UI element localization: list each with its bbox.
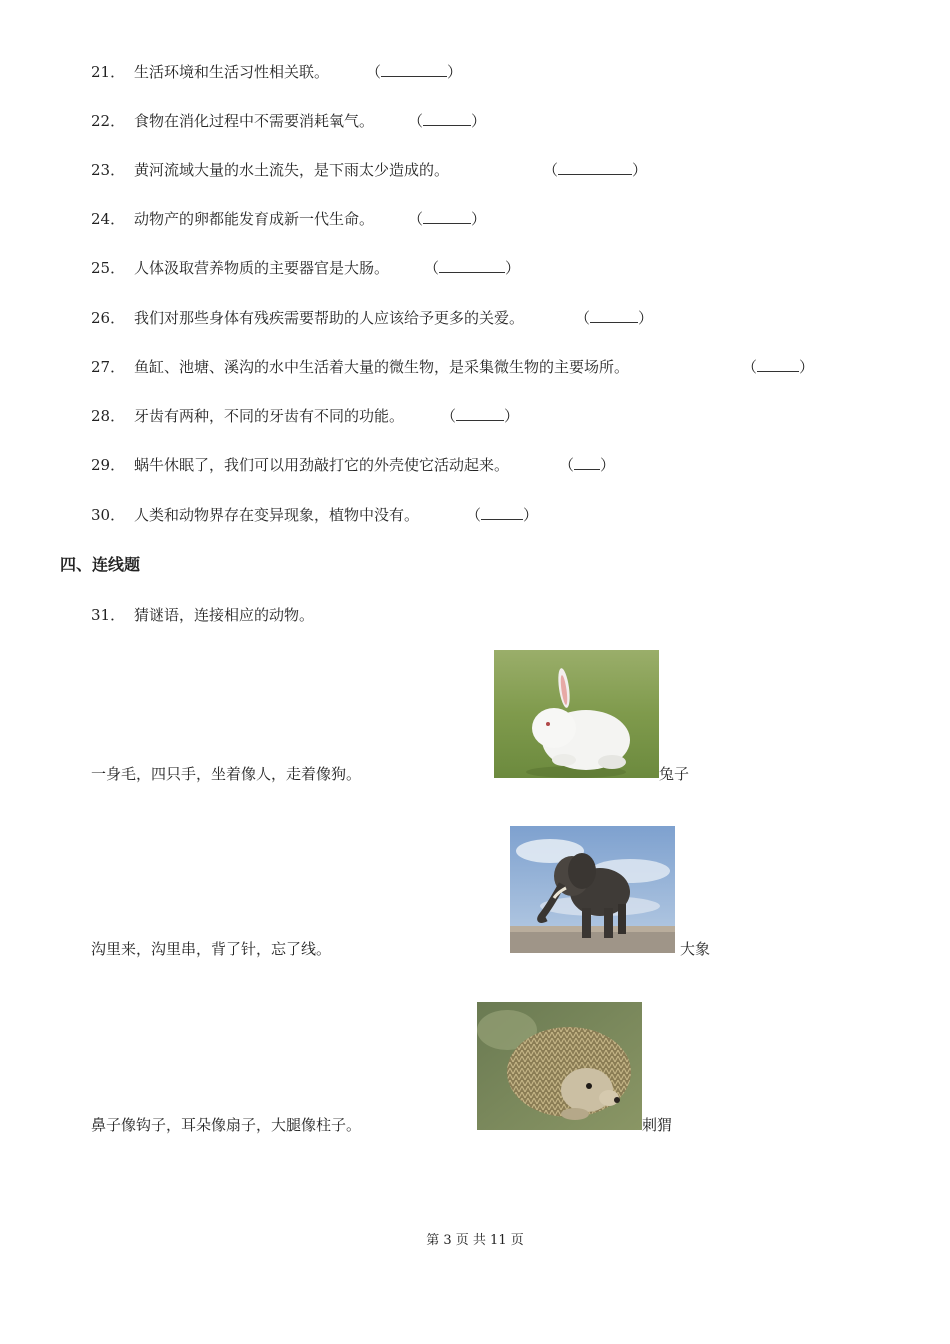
riddle-2[interactable]: 沟里来，沟里串，背了针，忘了线。: [91, 940, 332, 958]
section-title: 四、连线题: [60, 555, 141, 574]
animal-label-elephant[interactable]: 大象: [680, 940, 711, 958]
hedgehog-photo[interactable]: [477, 1002, 642, 1130]
question-28: 28． 牙齿有两种，不同的牙齿有不同的功能。: [91, 407, 405, 425]
riddle-3[interactable]: 鼻子像钩子，耳朵像扇子，大腿像柱子。: [91, 1116, 362, 1134]
question-23: 23． 黄河流域大量的水土流失，是下雨太少造成的。: [91, 161, 450, 179]
riddle-1[interactable]: 一身毛，四只手，坐着像人，走着像狗。: [91, 765, 362, 783]
answer-blank-29[interactable]: （ ）: [559, 456, 616, 474]
answer-blank-21[interactable]: （ ）: [366, 63, 463, 81]
question-24: 24． 动物产的卵都能发育成新一代生命。: [91, 210, 375, 228]
question-25: 25． 人体汲取营养物质的主要器官是大肠。: [91, 259, 390, 277]
answer-blank-28[interactable]: （ ）: [441, 407, 520, 425]
question-26: 26． 我们对那些身体有残疾需要帮助的人应该给予更多的关爱。: [91, 309, 525, 327]
question-22: 22． 食物在消化过程中不需要消耗氧气。: [91, 112, 375, 130]
answer-blank-26[interactable]: （ ）: [575, 309, 654, 327]
rabbit-photo[interactable]: [494, 650, 659, 778]
animal-label-rabbit[interactable]: 兔子: [659, 765, 690, 783]
question-21: 21． 生活环境和生活习性相关联。: [91, 63, 330, 81]
question-30: 30． 人类和动物界存在变异现象，植物中没有。: [91, 506, 420, 524]
animal-label-hedgehog[interactable]: 刺猬: [642, 1116, 673, 1134]
question-27: 27． 鱼缸、池塘、溪沟的水中生活着大量的微生物，是采集微生物的主要场所。: [91, 358, 630, 376]
question-31: 31． 猜谜语，连接相应的动物。: [91, 606, 315, 624]
answer-blank-27[interactable]: （ ）: [742, 358, 815, 376]
answer-blank-22[interactable]: （ ）: [408, 112, 487, 130]
answer-blank-24[interactable]: （ ）: [408, 210, 487, 228]
answer-blank-23[interactable]: （ ）: [543, 161, 648, 179]
answer-blank-30[interactable]: （ ）: [466, 506, 539, 524]
question-29: 29． 蜗牛休眠了，我们可以用劲敲打它的外壳使它活动起来。: [91, 456, 510, 474]
elephant-photo[interactable]: [510, 826, 675, 953]
page-footer: 第 3 页 共 11 页: [426, 1233, 524, 1248]
answer-blank-25[interactable]: （ ）: [424, 259, 521, 277]
